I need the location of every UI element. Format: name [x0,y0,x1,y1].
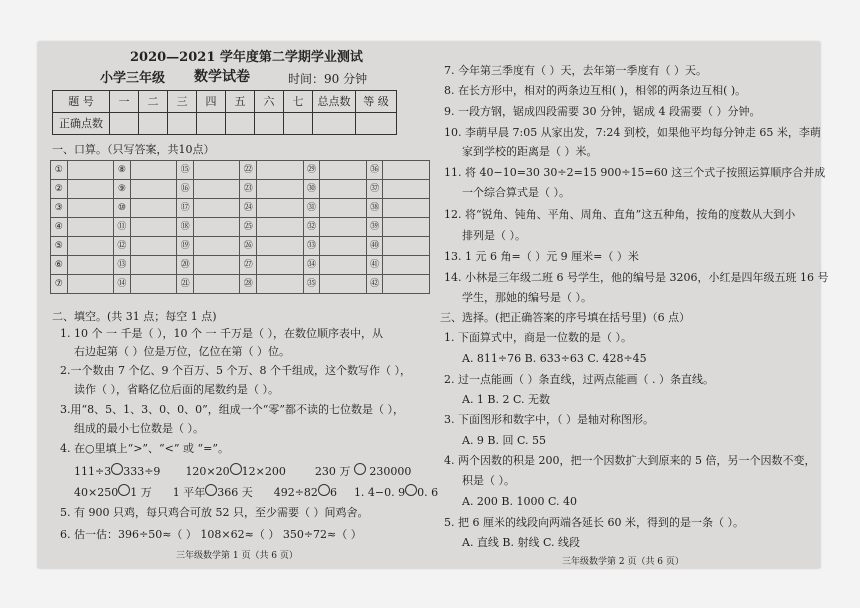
choice-4-line-2: 积是（ ）。 [462,474,515,487]
page-1 [38,42,439,568]
oral-answer-cell[interactable] [67,218,114,237]
oral-answer-cell[interactable] [257,218,304,237]
score-table [52,90,397,135]
question-12-line-2: 排列是（ ）。 [462,229,526,242]
oral-answer-cell[interactable] [193,218,240,237]
oral-answer-cell[interactable] [383,199,430,218]
oral-number: ㊴ [366,218,383,237]
oral-answer-cell[interactable] [67,237,114,256]
oral-number: ㉖ [240,237,257,256]
oral-number: ㊷ [366,275,383,294]
oral-number: ⑥ [51,256,68,275]
score-cell[interactable] [139,113,168,135]
page-footer: 三年级数学第 2 页（共 6 页） [562,557,684,567]
oral-answer-grid [50,160,430,294]
question-11-line-2: 一个综合算式是（ ）。 [462,186,570,199]
oral-number: ㊳ [366,199,383,218]
choice-3-options: A. 9 B. 回 C. 55 [462,434,547,447]
section-2-title: 二、填空。(共 31 点；每空 1 点) [52,310,217,323]
exam-title: 2020—2021 学年度第二学期学业测试 [130,50,363,65]
question-9: 9. 一段方钢，锯成四段需要 30 分钟，锯成 4 段需要（ ）分钟。 [444,105,761,118]
oral-number: ⑬ [114,256,131,275]
question-6: 6. 估一估：396÷50≈（ ） 108×62≈（ ） 350÷72≈（ ） [60,528,362,541]
choice-4-options: A. 200 B. 1000 C. 40 [462,495,578,508]
oral-answer-cell[interactable] [193,180,240,199]
oral-answer-cell[interactable] [320,237,367,256]
header-cell: 七 [284,91,313,113]
oral-answer-cell[interactable] [193,199,240,218]
choice-5-options: A. 直线 B. 射线 C. 线段 [462,536,581,549]
oral-answer-cell[interactable] [383,180,430,199]
score-cell[interactable] [255,113,284,135]
oral-number: ⑳ [177,256,194,275]
page-footer: 三年级数学第 1 页（共 6 页） [176,551,298,561]
oral-answer-cell[interactable] [130,218,177,237]
header-cell: 总点数 [313,91,356,113]
oral-number: ㉘ [240,275,257,294]
oral-row [51,256,430,275]
oral-row [51,237,430,256]
compare-circle[interactable] [118,484,130,496]
compare-circle[interactable] [354,463,366,475]
compare-circle[interactable] [405,484,417,496]
choice-2-options: A. 1 B. 2 C. 无数 [462,393,551,406]
exam-paper [38,42,829,568]
oral-number: ㊱ [366,161,383,180]
expr: 120×20 [185,465,230,478]
oral-number: ③ [51,199,68,218]
oral-number: ② [51,180,68,199]
expr: 230000 [369,465,412,478]
oral-number: ⑪ [114,218,131,237]
oral-number: ㉓ [240,180,257,199]
oral-number: ㉔ [240,199,257,218]
question-5: 5. 有 900 只鸡，每只鸡合可放 52 只，至少需要（ ）间鸡舍。 [60,506,369,519]
oral-answer-cell[interactable] [383,237,430,256]
oral-answer-cell[interactable] [130,275,177,294]
oral-answer-cell[interactable] [193,275,240,294]
oral-answer-cell[interactable] [257,237,304,256]
subject-label: 数学试卷 [194,69,250,85]
oral-answer-cell[interactable] [193,256,240,275]
score-cell[interactable] [313,113,356,135]
compare-row-2 [74,484,438,499]
expr: 0. 6 [417,486,439,499]
question-2-line-1: 2.一个数由 7 个亿、9 个百万、5 个万、8 个千组成，这个数写作（ ）， [60,364,411,377]
oral-number: ⑩ [114,199,131,218]
question-11-line-1: 11. 将 40−10=30 30÷2=15 900÷15=60 这三个式子按照运算顺序合并成 [444,166,826,179]
oral-number: ㉛ [303,199,320,218]
compare-circle[interactable] [205,484,217,496]
score-cell[interactable] [356,113,397,135]
question-3-line-1: 3.用“8、5、1、3、0、0、0”，组成一个“零”都不读的七位数是（ ）， [60,403,404,416]
expr: 333÷9 [123,465,161,478]
oral-number: ⑱ [177,218,194,237]
oral-answer-cell[interactable] [193,161,240,180]
oral-row [51,161,430,180]
oral-row [51,275,430,294]
question-12-line-1: 12. 将“锐角、钝角、平角、周角、直角”这五种角，按角的度数从大到小 [444,208,796,221]
oral-answer-cell[interactable] [320,218,367,237]
question-7: 7. 今年第三季度有（ ）天，去年第一季度有（ ）天。 [444,64,707,77]
oral-answer-cell[interactable] [67,161,114,180]
choice-3: 3. 下面图形和数字中，（ ）是轴对称图形。 [444,413,654,426]
score-header-row [53,91,397,113]
question-1-line-1: 1. 10 个 一 千是（ ），10 个 一 千万是（ ），在数位顺序表中，从 [60,327,383,340]
oral-number: ⑧ [114,161,131,180]
oral-number: ⑲ [177,237,194,256]
question-14-line-2: 学生，那她的编号是（ ）。 [462,291,592,304]
choice-1: 1. 下面算式中，商是一位数的是（ ）。 [444,331,632,344]
oral-number: ㉕ [240,218,257,237]
oral-answer-cell[interactable] [320,161,367,180]
oral-number: ⑤ [51,237,68,256]
oral-answer-cell[interactable] [67,256,114,275]
score-cell[interactable] [110,113,139,135]
oral-answer-cell[interactable] [130,237,177,256]
header-cell: 题 号 [53,91,110,113]
expr: 6 [329,486,337,499]
oral-number: ㉚ [303,180,320,199]
oral-number: ⑦ [51,275,68,294]
expr: 12×200 [241,465,286,478]
expr: 111÷3 [74,465,112,478]
expr: 230 万 [314,465,351,478]
section-1-title: 一、口算。（只写答案，共10点） [52,143,215,156]
oral-number: ⑨ [114,180,131,199]
score-cell[interactable] [168,113,197,135]
grade-label: 小学三年级 [100,71,166,86]
oral-number: ① [51,161,68,180]
time-label: 时间：90 分钟 [288,72,368,86]
question-14-line-1: 14. 小林是三年级二班 6 号学生，他的编号是 3206，小红是四年级五班 16 号 [444,271,829,284]
choice-5: 5. 把 6 厘米的线段向两端各延长 60 米，得到的是一条（ ）。 [444,516,744,529]
oral-answer-cell[interactable] [257,199,304,218]
question-3-line-2: 组成的最小七位数是（ ）。 [74,422,204,435]
compare-circle[interactable] [111,463,123,475]
header-cell: 三 [168,91,197,113]
question-8: 8. 在长方形中，相对的两条边互相( )，相邻的两条边互相( )。 [444,84,747,97]
oral-answer-cell[interactable] [320,256,367,275]
oral-number: ㉑ [177,275,194,294]
oral-answer-cell[interactable] [383,256,430,275]
expr: 492÷82 [273,486,318,499]
oral-number: ㊵ [366,237,383,256]
expr: 1. 4−0. 9 [353,486,406,499]
oral-answer-cell[interactable] [320,199,367,218]
oral-number: ⑭ [114,275,131,294]
choice-1-options: A. 811÷76 B. 633÷63 C. 428÷45 [462,352,647,365]
header-cell: 等 级 [356,91,397,113]
header-cell: 六 [255,91,284,113]
oral-answer-cell[interactable] [130,199,177,218]
score-cell[interactable] [284,113,313,135]
oral-row [51,218,430,237]
oral-number: ㉝ [303,237,320,256]
question-10-line-1: 10. 李萌早晨 7:05 从家出发，7:24 到校，如果他平均每分钟走 65 米，李萌 [444,126,821,139]
expr: 366 天 [217,486,253,499]
oral-number: ㉒ [240,161,257,180]
oral-number: ㉙ [303,161,320,180]
row-label: 正确点数 [53,113,110,135]
header-cell: 二 [139,91,168,113]
question-13: 13. 1 元 6 角=（ ）元 9 厘米=（ ）米 [444,250,639,263]
question-1-line-2: 右边起第（ ）位是万位，亿位在第（ ）位。 [74,345,290,358]
choice-4-line-1: 4. 两个因数的积是 200，把一个因数扩大到原来的 5 倍，另一个因数不变， [444,454,816,467]
choice-2: 2. 过一点能画（ ）条直线，过两点能画（ . ）条直线。 [444,373,714,386]
oral-number: ⑯ [177,180,194,199]
oral-answer-cell[interactable] [130,180,177,199]
expr: 1 万 [130,486,152,499]
oral-number: ⑮ [177,161,194,180]
expr: 40×250 [74,486,119,499]
compare-circle[interactable] [318,484,330,496]
header-cell: 五 [226,91,255,113]
oral-number: ⑰ [177,199,194,218]
oral-answer-cell[interactable] [67,199,114,218]
oral-answer-cell[interactable] [320,275,367,294]
header-cell: 一 [110,91,139,113]
oral-answer-cell[interactable] [67,180,114,199]
oral-number: ⑫ [114,237,131,256]
header-cell: 四 [197,91,226,113]
oral-number: ㉟ [303,275,320,294]
oral-answer-cell[interactable] [130,256,177,275]
oral-answer-cell[interactable] [257,275,304,294]
compare-row-1 [74,463,411,478]
oral-row [51,199,430,218]
oral-answer-cell[interactable] [257,161,304,180]
oral-number: ㊶ [366,256,383,275]
oral-number: ㊲ [366,180,383,199]
question-2-line-2: 读作（ ），省略亿位后面的尾数约是（ ）。 [74,383,279,396]
score-cell[interactable] [197,113,226,135]
oral-number: ㉗ [240,256,257,275]
oral-number: ㉜ [303,218,320,237]
compare-circle[interactable] [230,463,242,475]
score-cell[interactable] [226,113,255,135]
section-3-title: 三、选择。(把正确答案的序号填在括号里)（6 点） [440,311,691,324]
oral-row [51,180,430,199]
oral-answer-cell[interactable] [320,180,367,199]
page-2 [434,42,829,568]
question-10-line-2: 家到学校的距离是（ ）米。 [462,145,598,158]
oral-number: ㉞ [303,256,320,275]
question-4: 4. 在○里填上“>”、“<” 或 “=”。 [60,442,229,455]
oral-answer-cell[interactable] [383,161,430,180]
score-entry-row [53,113,397,135]
oral-answer-cell[interactable] [130,161,177,180]
oral-answer-cell[interactable] [383,218,430,237]
oral-answer-cell[interactable] [67,275,114,294]
expr: 1 平年 [172,486,206,499]
oral-answer-cell[interactable] [257,256,304,275]
oral-answer-cell[interactable] [383,275,430,294]
oral-answer-cell[interactable] [193,237,240,256]
oral-answer-cell[interactable] [257,180,304,199]
oral-number: ④ [51,218,68,237]
